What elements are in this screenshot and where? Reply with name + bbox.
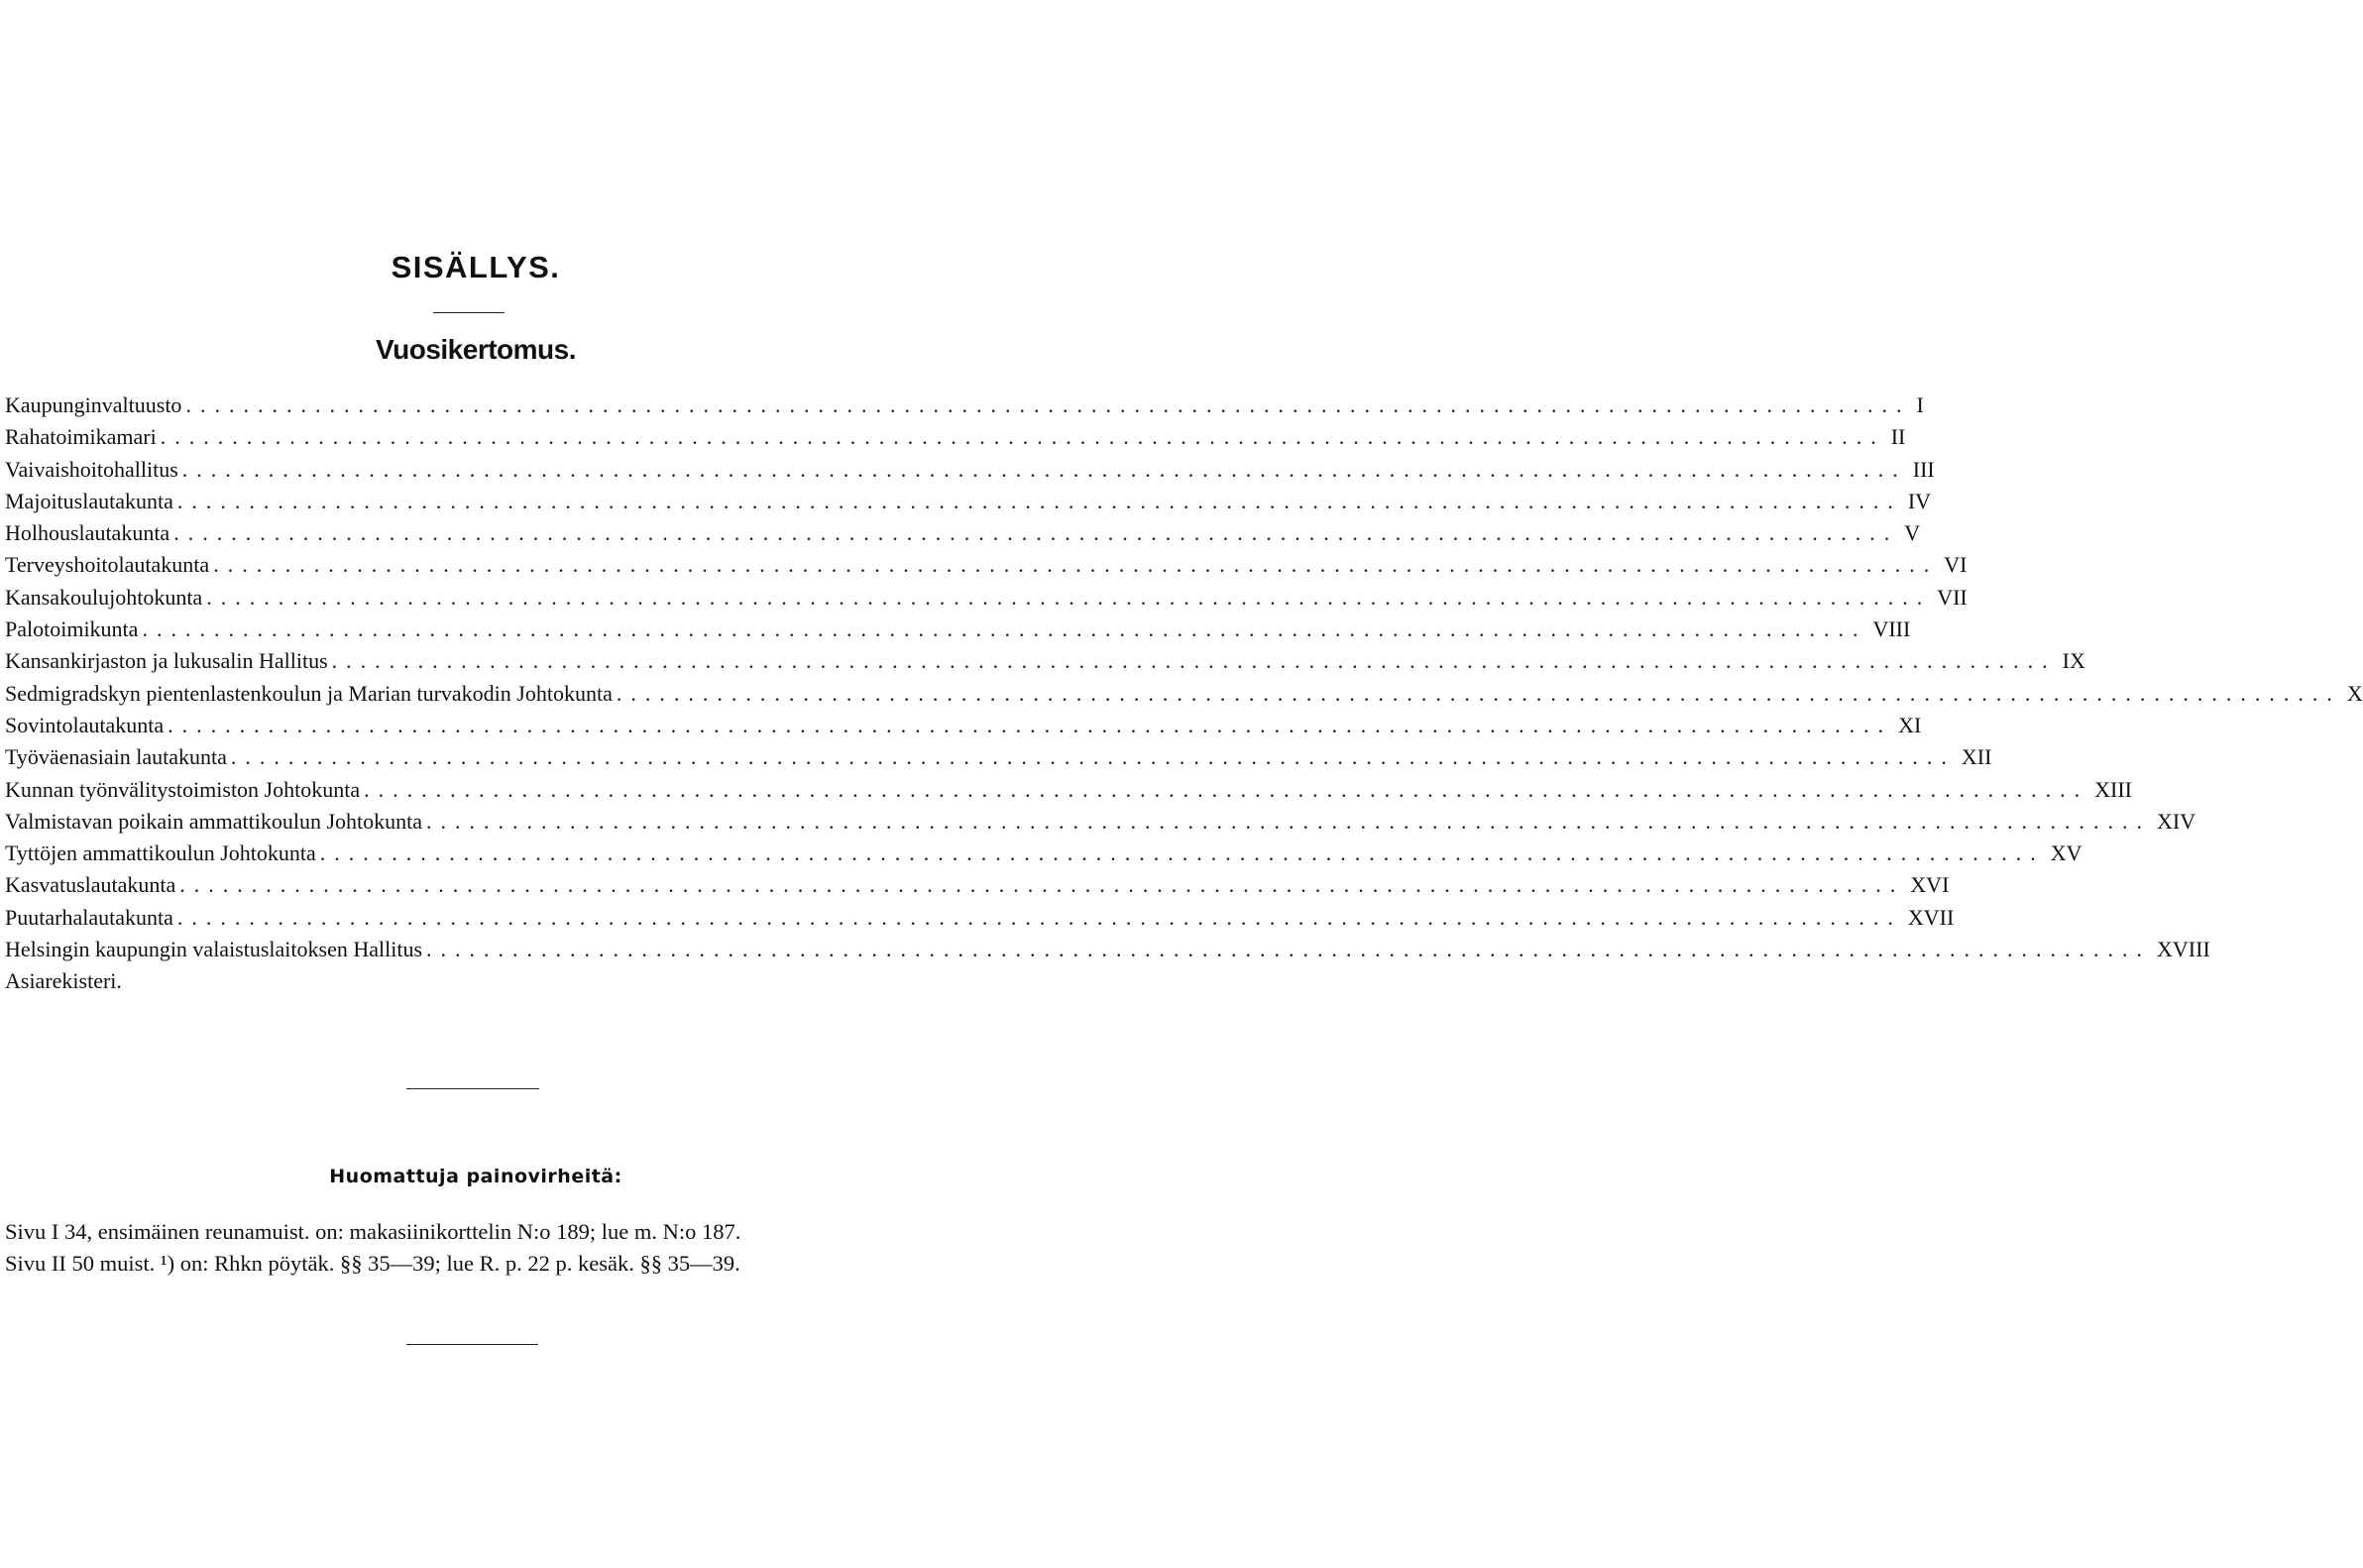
toc-entry: [5, 645, 2085, 677]
bottom-divider: [406, 1344, 538, 1345]
dot-leader: ........................................................................................................................: [173, 520, 1899, 546]
toc-entry: [5, 486, 1932, 517]
errata-line: Sivu II 50 muist. ¹) on: Rhkn pöytäk. §§ 35—39; lue R. p. 22 p. kesäk. §§ 35—39.: [5, 1251, 740, 1276]
toc-entry-page: VI: [1944, 552, 1968, 578]
dot-leader: ........................................................................................................................: [142, 616, 1867, 642]
toc-entry-label: Vaivaishoitohallitus: [5, 456, 178, 482]
dot-leader: ........................................................................................................................: [176, 904, 1902, 930]
toc-entry-page: III: [1912, 456, 1935, 482]
toc-entry: [5, 965, 945, 997]
dot-leader: ........................................................................................................................: [185, 392, 1911, 417]
toc-entry-label: Kasvatuslautakunta: [5, 872, 176, 898]
toc-entry: [5, 582, 1968, 614]
dot-leader: ........................................................................................................................: [319, 840, 2045, 866]
toc-entry: [5, 774, 2132, 806]
dot-leader: ........................................................................................................................: [206, 584, 1932, 610]
toc-entry: [5, 806, 2196, 838]
toc-entry-label: Valmistavan poikain ammattikoulun Johtokunta: [5, 808, 422, 834]
toc-entry-page: XV: [2050, 840, 2082, 866]
section-subtitle: Vuosikertomus.: [375, 334, 576, 365]
toc-entry: [5, 869, 1950, 901]
toc-entry-label: Tyttöjen ammattikoulun Johtokunta: [5, 840, 316, 866]
toc-entry-label: Työväenasiain lautakunta: [5, 744, 227, 770]
toc-entry-page: XI: [1898, 712, 1922, 737]
toc-entry-label: Palotoimikunta: [5, 616, 139, 642]
errata-title: Huomattuja painovirheitä:: [329, 1166, 622, 1187]
toc-entry-label: Sedmigradskyn pientenlastenkoulun ja Marian turvakodin Johtokunta: [5, 680, 613, 706]
toc-entry-label: Asiarekisteri.: [5, 968, 122, 994]
toc-entry-label: Kunnan työnvälitystoimiston Johtokunta: [5, 776, 361, 802]
title-divider: [433, 312, 505, 313]
toc-entry-page: IV: [1907, 488, 1932, 513]
toc-entry-label: Terveyshoitolautakunta: [5, 552, 210, 578]
toc-entry: [5, 678, 2363, 710]
toc-entry-page: XVIII: [2157, 937, 2210, 962]
dot-leader: ........................................................................................................................: [160, 424, 1885, 450]
toc-entry-page: IX: [2062, 648, 2085, 674]
toc-entry-page: I: [1916, 392, 1924, 417]
toc-entry: [5, 902, 1955, 934]
dot-leader: ........................................................................................................................: [176, 488, 1902, 513]
toc-entry-label: Majoituslautakunta: [5, 488, 173, 513]
dot-leader: ........................................................................................................................: [230, 744, 1956, 770]
dot-leader: ........................................................................................................................: [364, 776, 2089, 802]
toc-entry: [5, 454, 1935, 486]
toc-entry-label: Rahatoimikamari: [5, 424, 157, 450]
toc-entry: [5, 614, 1911, 645]
toc-entry-page: XVI: [1910, 872, 1950, 898]
toc-entry: [5, 838, 2082, 869]
toc-entry-page: II: [1890, 424, 1906, 450]
toc-entry-label: Kansakoulujohtokunta: [5, 584, 203, 610]
dot-leader: ........................................................................................................................: [213, 552, 1939, 578]
dot-leader: ........................................................................................................................: [179, 872, 1905, 898]
toc-entry-page: VIII: [1872, 616, 1911, 642]
dot-leader: ........................................................................................................................: [181, 456, 1907, 482]
toc-entry-label: Sovintolautakunta: [5, 712, 165, 737]
table-of-contents: [5, 390, 2363, 998]
toc-entry-page: XII: [1961, 744, 1992, 770]
toc-entry-page: XIV: [2157, 808, 2196, 834]
toc-entry: [5, 549, 1968, 581]
toc-entry: [5, 421, 1906, 453]
toc-entry: [5, 710, 1922, 741]
toc-entry: [5, 517, 1921, 549]
dot-leader: ........................................................................................................................: [616, 680, 2341, 706]
toc-entry-page: VII: [1937, 584, 1968, 610]
toc-entry-page: V: [1904, 520, 1921, 546]
toc-entry: [5, 934, 2210, 965]
toc-entry: [5, 390, 1924, 421]
dot-leader: ........................................................................................................................: [331, 648, 2057, 674]
toc-entry-page: XIII: [2094, 776, 2132, 802]
toc-entry-label: Holhouslautakunta: [5, 520, 170, 546]
toc-entry-page: XVII: [1907, 904, 1955, 930]
errata-list: [5, 1216, 947, 1280]
toc-entry-label: Kansankirjaston ja lukusalin Hallitus: [5, 648, 328, 674]
toc-entry-label: Puutarhalautakunta: [5, 904, 173, 930]
toc-entry-label: Kaupunginvaltuusto: [5, 392, 182, 417]
dot-leader: ........................................................................................................................: [426, 937, 2152, 962]
page-title: SISÄLLYS.: [391, 250, 561, 284]
errata-line: Sivu I 34, ensimäinen reunamuist. on: makasiinikorttelin N:o 189; lue m. N:o 187.: [5, 1219, 741, 1244]
toc-divider: [406, 1088, 539, 1089]
toc-entry-page: X: [2346, 680, 2363, 706]
dot-leader: ........................................................................................................................: [168, 712, 1893, 737]
toc-entry-label: Helsingin kaupungin valaistuslaitoksen Hallitus: [5, 937, 423, 962]
dot-leader: ........................................................................................................................: [426, 808, 2151, 834]
toc-entry: [5, 741, 1992, 773]
